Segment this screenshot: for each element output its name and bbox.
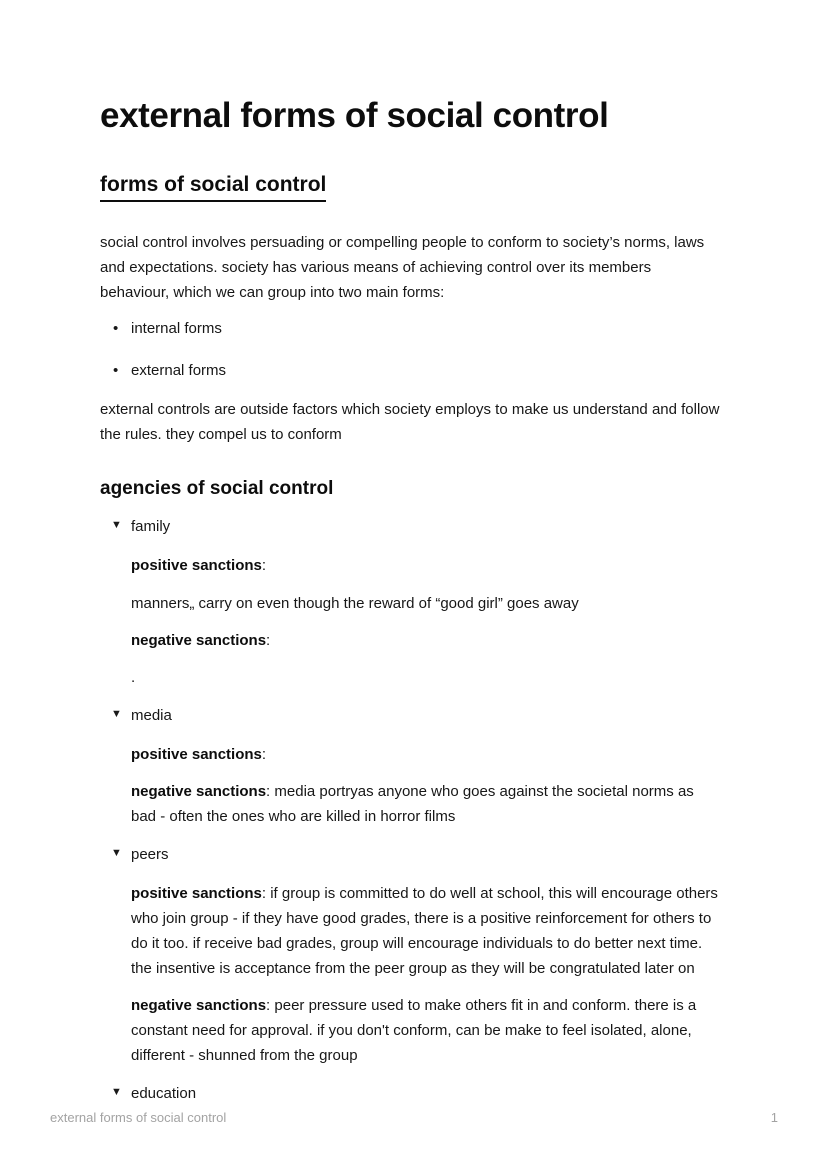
bullet-icon: • xyxy=(113,361,119,379)
positive-sanctions-label: positive sanctions xyxy=(131,557,262,575)
bullet-icon: • xyxy=(113,319,119,337)
toggle-header-peers[interactable] xyxy=(100,843,720,867)
toggle-header-media[interactable] xyxy=(100,704,720,728)
toggle-content-media xyxy=(100,728,720,829)
negative-sanctions-label: negative sanctions xyxy=(131,631,267,649)
chevron-down-icon[interactable]: ▼ xyxy=(111,1086,122,1099)
toggle-content-peers xyxy=(100,867,720,1068)
negative-sanctions-text: peer pressure used to make others fit in and conform. there is a constant need for approval. if you don't conform, can be make to feel isolated, alone, different - shunned from the group xyxy=(131,996,697,1065)
negative-sanctions-separator: : xyxy=(266,782,271,800)
positive-sanctions-separator: : xyxy=(261,557,267,575)
chevron-down-icon[interactable]: ▼ xyxy=(111,846,122,859)
toggle-content-family xyxy=(100,539,720,689)
family-positive-sanctions xyxy=(131,553,720,578)
toggle-label-family: family xyxy=(131,518,171,536)
list-item-label: internal forms xyxy=(131,319,222,337)
list-item-label: external forms xyxy=(131,361,227,379)
toggle-block-family[interactable] xyxy=(100,515,720,689)
toggle-label-peers: peers xyxy=(131,845,169,863)
positive-sanctions-label: positive sanctions xyxy=(131,745,262,763)
list-forms-types xyxy=(100,317,720,383)
media-positive-sanctions xyxy=(131,742,720,767)
toggle-block-peers[interactable] xyxy=(100,843,720,1068)
negative-sanctions-label: negative sanctions xyxy=(131,782,267,800)
section-forms-of-social-control xyxy=(100,172,720,446)
chevron-down-icon[interactable]: ▼ xyxy=(111,707,122,720)
toggle-block-media[interactable] xyxy=(100,704,720,829)
list-item xyxy=(100,359,720,383)
family-negative-sanctions xyxy=(131,628,720,653)
page-footer xyxy=(50,1110,778,1125)
document-content xyxy=(100,95,720,1106)
negative-sanctions-text: media portryas anyone who goes against the societal norms as bad - often the ones who are killed in horror films xyxy=(131,782,694,825)
positive-sanctions-separator: : xyxy=(261,884,267,902)
paragraph-social-control-intro: social control involves persuading or compelling people to conform to society’s norms, laws and expectations. society has various means of achieving control over its members behaviour, which we can group into two main forms: xyxy=(100,233,705,301)
heading-agencies-of-social-control: agencies of social control xyxy=(100,477,334,499)
positive-sanctions-separator: : xyxy=(261,745,267,763)
toggle-label-media: media xyxy=(131,706,172,724)
media-negative-sanctions xyxy=(131,779,720,829)
toggle-header-education[interactable] xyxy=(100,1082,720,1106)
peers-positive-sanctions xyxy=(131,881,720,981)
footer-document-name: external forms of social control xyxy=(50,1110,227,1125)
chevron-down-icon[interactable]: ▼ xyxy=(111,519,122,532)
footer-page-number: 1 xyxy=(770,1110,778,1125)
toggle-label-education: education xyxy=(131,1085,197,1103)
paragraph-external-controls: external controls are outside factors which society employs to make us understand and follow the rules. they compel us to conform xyxy=(100,400,720,443)
positive-sanctions-text: if group is committed to do well at school, this will encourage others who join group - if they have good grades, there is a positive reinforcement for others to do it too. if receive bad grades, group will encourage individuals to do better next time. the insentive is acceptance from the peer group as they will be congratulated later on xyxy=(131,884,718,977)
family-positive-sanctions-detail: manners„ carry on even though the reward of “good girl” goes away xyxy=(131,594,579,612)
positive-sanctions-label: positive sanctions xyxy=(131,884,262,902)
toggle-header-family[interactable] xyxy=(100,515,720,539)
negative-sanctions-separator: : xyxy=(266,631,271,649)
section-agencies-of-social-control xyxy=(100,477,720,1106)
heading-forms-of-social-control: forms of social control xyxy=(100,172,326,201)
family-negative-sanctions-detail: . xyxy=(131,668,136,686)
list-item xyxy=(100,317,720,341)
peers-negative-sanctions xyxy=(131,993,720,1068)
negative-sanctions-separator: : xyxy=(266,996,271,1014)
toggle-block-education[interactable] xyxy=(100,1082,720,1106)
negative-sanctions-label: negative sanctions xyxy=(131,996,267,1014)
page-title: external forms of social control xyxy=(100,96,609,135)
